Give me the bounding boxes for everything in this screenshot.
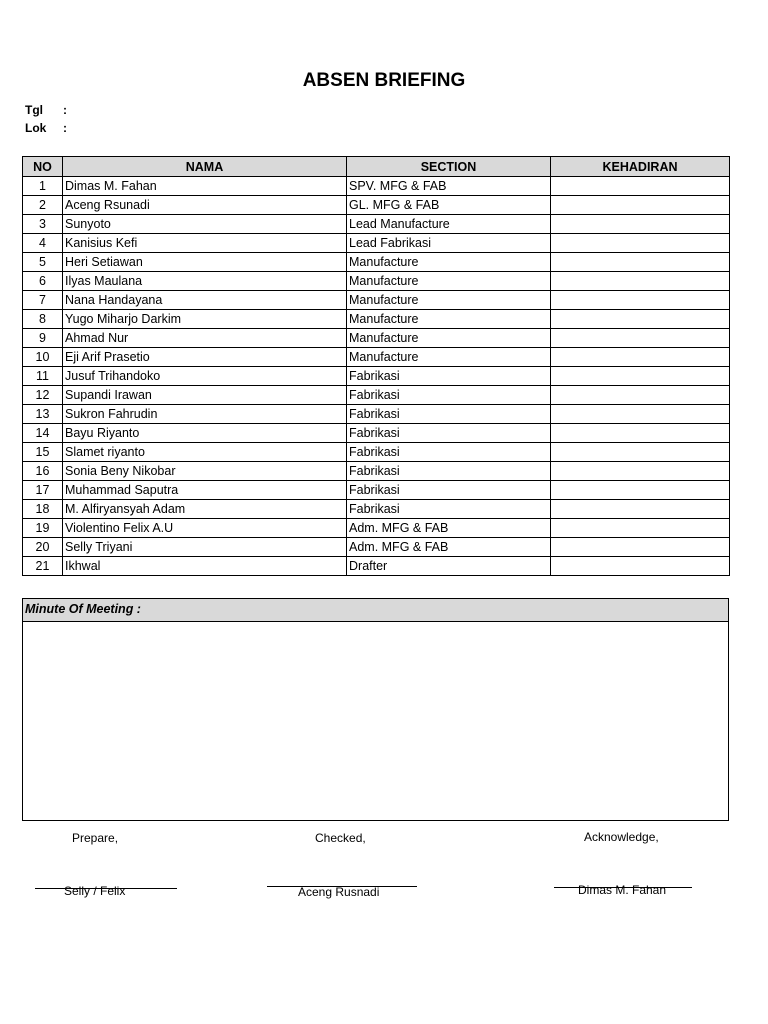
table-row (23, 386, 730, 405)
row-kehadiran[interactable] (551, 557, 730, 576)
row-nama: Ahmad Nur (63, 329, 347, 348)
row-section: Manufacture (347, 291, 551, 310)
header-no: NO (23, 157, 63, 177)
row-kehadiran[interactable] (551, 348, 730, 367)
row-section: Manufacture (347, 329, 551, 348)
row-nama: Dimas M. Fahan (63, 177, 347, 196)
row-no: 5 (23, 253, 63, 272)
row-no: 18 (23, 500, 63, 519)
table-row (23, 253, 730, 272)
row-nama: Sonia Beny Nikobar (63, 462, 347, 481)
row-nama: Nana Handayana (63, 291, 347, 310)
row-nama: Kanisius Kefi (63, 234, 347, 253)
row-no: 7 (23, 291, 63, 310)
row-no: 21 (23, 557, 63, 576)
table-row (23, 500, 730, 519)
table-row (23, 272, 730, 291)
row-kehadiran[interactable] (551, 443, 730, 462)
row-section: Manufacture (347, 310, 551, 329)
row-section: Fabrikasi (347, 386, 551, 405)
row-no: 17 (23, 481, 63, 500)
minutes-of-meeting-box (22, 598, 729, 821)
row-nama: Supandi Irawan (63, 386, 347, 405)
row-nama: Yugo Miharjo Darkim (63, 310, 347, 329)
row-no: 3 (23, 215, 63, 234)
row-nama: Ilyas Maulana (63, 272, 347, 291)
table-row (23, 557, 730, 576)
table-row (23, 177, 730, 196)
row-section: Fabrikasi (347, 443, 551, 462)
row-nama: Slamet riyanto (63, 443, 347, 462)
row-nama: Bayu Riyanto (63, 424, 347, 443)
row-nama: M. Alfiryansyah Adam (63, 500, 347, 519)
row-section: Manufacture (347, 348, 551, 367)
row-kehadiran[interactable] (551, 386, 730, 405)
table-row (23, 424, 730, 443)
row-kehadiran[interactable] (551, 234, 730, 253)
row-section: Fabrikasi (347, 367, 551, 386)
row-section: Adm. MFG & FAB (347, 519, 551, 538)
row-section: Manufacture (347, 272, 551, 291)
row-nama: Selly Triyani (63, 538, 347, 557)
row-no: 19 (23, 519, 63, 538)
minutes-of-meeting-label: Minute Of Meeting : (23, 599, 728, 622)
header-kehadiran: KEHADIRAN (551, 157, 730, 177)
row-kehadiran[interactable] (551, 272, 730, 291)
row-no: 15 (23, 443, 63, 462)
row-section: Fabrikasi (347, 462, 551, 481)
row-nama: Violentino Felix A.U (63, 519, 347, 538)
row-kehadiran[interactable] (551, 196, 730, 215)
row-no: 14 (23, 424, 63, 443)
table-row (23, 234, 730, 253)
row-kehadiran[interactable] (551, 424, 730, 443)
row-nama: Jusuf Trihandoko (63, 367, 347, 386)
row-nama: Heri Setiawan (63, 253, 347, 272)
row-kehadiran[interactable] (551, 367, 730, 386)
table-row (23, 519, 730, 538)
row-section: Manufacture (347, 253, 551, 272)
row-section: SPV. MFG & FAB (347, 177, 551, 196)
row-section: Fabrikasi (347, 481, 551, 500)
prepare-label: Prepare, (72, 831, 119, 845)
row-kehadiran[interactable] (551, 500, 730, 519)
table-row (23, 367, 730, 386)
row-section: Fabrikasi (347, 500, 551, 519)
row-no: 6 (23, 272, 63, 291)
row-kehadiran[interactable] (551, 329, 730, 348)
row-no: 1 (23, 177, 63, 196)
minutes-of-meeting-content[interactable] (23, 622, 728, 819)
row-no: 10 (23, 348, 63, 367)
table-row (23, 196, 730, 215)
row-section: Lead Fabrikasi (347, 234, 551, 253)
checked-label: Checked, (315, 831, 366, 845)
row-nama: Sunyoto (63, 215, 347, 234)
row-nama: Ikhwal (63, 557, 347, 576)
table-row (23, 481, 730, 500)
row-nama: Eji Arif Prasetio (63, 348, 347, 367)
table-row (23, 291, 730, 310)
row-nama: Aceng Rsunadi (63, 196, 347, 215)
row-section: Lead Manufacture (347, 215, 551, 234)
acknowledge-label: Acknowledge, (584, 830, 659, 844)
table-row (23, 310, 730, 329)
table-row (23, 215, 730, 234)
row-kehadiran[interactable] (551, 519, 730, 538)
table-row (23, 443, 730, 462)
row-no: 20 (23, 538, 63, 557)
row-no: 9 (23, 329, 63, 348)
tgl-colon: : (63, 103, 67, 117)
table-row (23, 348, 730, 367)
table-row (23, 538, 730, 557)
row-no: 13 (23, 405, 63, 424)
lok-label: Lok (25, 121, 47, 135)
row-no: 8 (23, 310, 63, 329)
row-kehadiran[interactable] (551, 310, 730, 329)
row-section: Drafter (347, 557, 551, 576)
row-section: Adm. MFG & FAB (347, 538, 551, 557)
tgl-label: Tgl (25, 103, 43, 117)
table-header-row (23, 157, 730, 177)
attendance-table (22, 156, 730, 576)
row-section: Fabrikasi (347, 405, 551, 424)
page-title: ABSEN BRIEFING (302, 70, 466, 91)
lok-colon: : (63, 121, 67, 135)
checked-name: Aceng Rusnadi (298, 885, 380, 899)
acknowledge-name: Dimas M. Fahan (578, 883, 667, 897)
prepare-name: Selly / Felix (64, 884, 126, 898)
table-row (23, 329, 730, 348)
row-no: 11 (23, 367, 63, 386)
table-row (23, 405, 730, 424)
row-kehadiran[interactable] (551, 291, 730, 310)
row-no: 16 (23, 462, 63, 481)
header-section: SECTION (347, 157, 551, 177)
row-section: Fabrikasi (347, 424, 551, 443)
row-nama: Sukron Fahrudin (63, 405, 347, 424)
row-no: 2 (23, 196, 63, 215)
row-kehadiran[interactable] (551, 538, 730, 557)
row-kehadiran[interactable] (551, 177, 730, 196)
row-kehadiran[interactable] (551, 253, 730, 272)
row-no: 12 (23, 386, 63, 405)
header-nama: NAMA (63, 157, 347, 177)
row-kehadiran[interactable] (551, 215, 730, 234)
row-kehadiran[interactable] (551, 462, 730, 481)
row-section: GL. MFG & FAB (347, 196, 551, 215)
table-row (23, 462, 730, 481)
row-kehadiran[interactable] (551, 405, 730, 424)
row-kehadiran[interactable] (551, 481, 730, 500)
row-no: 4 (23, 234, 63, 253)
row-nama: Muhammad Saputra (63, 481, 347, 500)
